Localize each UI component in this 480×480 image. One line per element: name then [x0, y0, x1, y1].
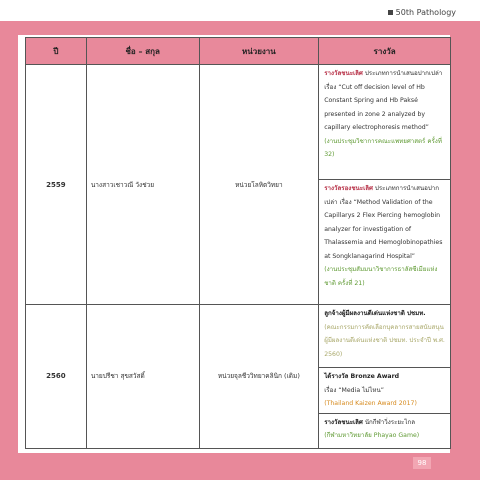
pink-border-top [0, 21, 480, 35]
column-header-name: ชื่อ – สกุล [86, 38, 199, 65]
pink-border-left [0, 21, 18, 480]
unit-cell: หน่วยจุลชีววิทยาคลินิก (เดิม) [199, 305, 319, 449]
awards-table [25, 37, 451, 449]
table-row [26, 305, 451, 368]
column-header-year: ปี [26, 38, 87, 65]
award-text: ประเภทการนำเสนอปากเปล่า เรื่อง “Cut off decision level of Hb Constant Spring and Hb Paksé presented in zone 2 analyzed by capillary electrophoresis method” [324, 70, 443, 131]
column-header-award: รางวัล [319, 38, 451, 65]
award-title: รางวัลชนะเลิศ [324, 418, 363, 426]
page-number: 98 [413, 457, 431, 469]
award-title: รางวัลชนะเลิศ [324, 70, 363, 77]
award-title: ได้รางวัล Bronze Award [324, 373, 400, 380]
award-text: เรื่อง “Media ไม่ไหน” [324, 386, 384, 394]
award-text: นักกีฬาวิ่งระยะไกล [362, 418, 415, 426]
name-cell: นายปรีชา สุขสวัสดิ์ [86, 305, 199, 449]
table-header-row [26, 38, 451, 65]
award-note: (กีฬามหาวิทยาลัย Phayao Game) [324, 432, 420, 439]
year-cell: 2559 [26, 65, 87, 305]
award-cell [319, 65, 451, 180]
award-cell [319, 180, 451, 305]
award-note: (Thailand Kaizen Award 2017) [324, 400, 417, 407]
award-title: ลูกจ้างผู้มีผลงานดีเด่นแห่งชาติ ปชมท. [324, 310, 426, 317]
unit-cell: หน่วยโลหิตวิทยา [199, 65, 319, 305]
running-header-text: 50th Pathology [395, 8, 456, 17]
award-note: (คณะกรรมการคัดเลือกบุคลากรสายสนับสนุนผู้มีผลงานดีเด่นแห่งชาติ ปชมท. ประจำปี พ.ศ. 2560) [324, 323, 445, 358]
running-header [388, 8, 456, 17]
award-cell [319, 413, 451, 448]
pink-border-right [450, 21, 480, 480]
award-note: (งานประชุมสัมมนาวิชาการธาลัสซีเมียแห่งชาติ ครั้งที่ 21) [324, 266, 438, 287]
award-cell [319, 305, 451, 368]
award-note: (งานประชุมวิชาการคณะแพทยศาสตร์ ครั้งที่ 32) [324, 137, 442, 158]
award-text: ประเภทการนำเสนอปากเปล่า เรื่อง “Method Validation of the Capillarys 2 Flex Piercing hemoglobin analyzer for investigation of Thalassemia and Hemoglobinopathies at Songklanagarind Hospital” [324, 185, 443, 260]
award-title: รางวัลรองชนะเลิศ [324, 185, 373, 192]
year-cell: 2560 [26, 305, 87, 449]
award-cell [319, 368, 451, 414]
square-icon [388, 10, 393, 15]
pink-border-bottom [0, 453, 480, 480]
name-cell: นางสาวเชาวณี วังช่วย [86, 65, 199, 305]
table-row [26, 65, 451, 180]
column-header-unit: หน่วยงาน [199, 38, 319, 65]
